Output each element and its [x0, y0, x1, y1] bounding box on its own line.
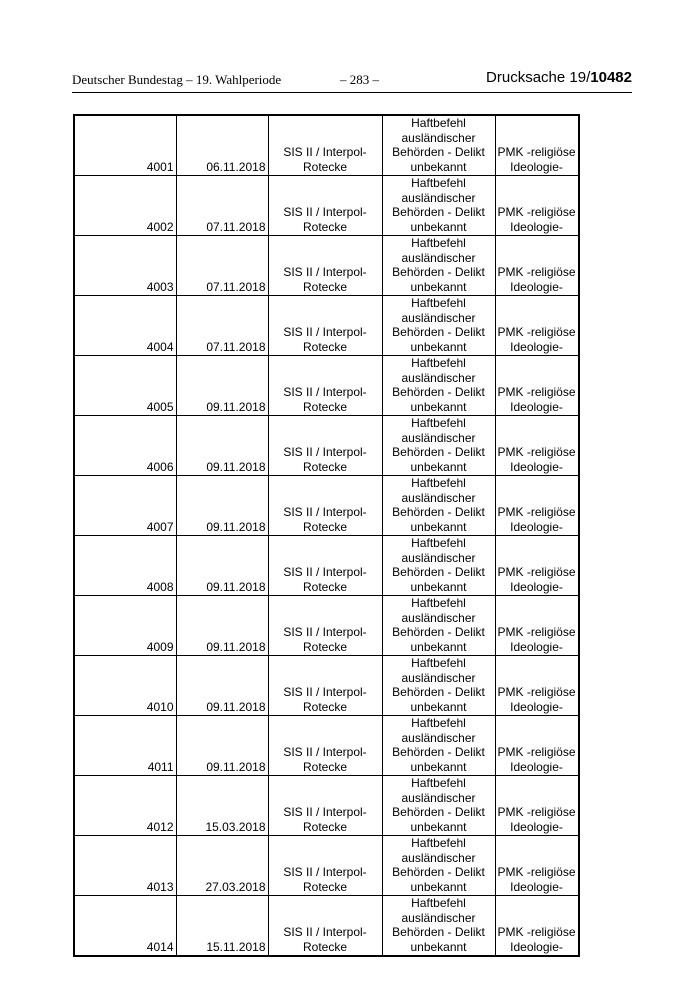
table-row: [74, 476, 579, 536]
table-row: [74, 236, 579, 296]
cell-source: [268, 716, 382, 776]
cell-type-line: Haftbefehl: [411, 176, 466, 190]
cell-type: [382, 416, 495, 476]
cell-source-line: Rotecke: [302, 399, 348, 414]
cell-category-line: PMK -religiöse: [497, 205, 576, 219]
cell-type-line: unbekannt: [410, 639, 467, 654]
cell-date: 06.11.2018: [176, 115, 268, 176]
cell-source-line: SIS II / Interpol-: [283, 745, 367, 759]
cell-source-line: SIS II / Interpol-: [283, 625, 367, 639]
cell-category: [495, 656, 579, 716]
cell-type: [382, 115, 495, 176]
cell-source-line: Rotecke: [302, 699, 348, 714]
cell-type-line: ausländischer: [401, 130, 476, 145]
cell-type-line: Behörden - Delikt: [392, 325, 485, 339]
cell-number: 4006: [74, 416, 176, 476]
cell-category: [495, 836, 579, 896]
cell-type: [382, 656, 495, 716]
table-row: [74, 776, 579, 836]
cell-source: [268, 596, 382, 656]
cell-type-line: ausländischer: [401, 790, 476, 805]
cell-number: 4005: [74, 356, 176, 416]
cell-date: 27.03.2018: [176, 836, 268, 896]
cell-source-line: Rotecke: [302, 579, 348, 594]
cell-type-line: unbekannt: [410, 759, 467, 774]
cell-date: 15.11.2018: [176, 896, 268, 957]
data-table: [73, 114, 580, 957]
cell-type-line: Haftbefehl: [411, 356, 466, 370]
cell-category: [495, 176, 579, 236]
table-row: [74, 416, 579, 476]
cell-category-line: PMK -religiöse: [497, 925, 576, 939]
cell-category-line: PMK -religiöse: [497, 565, 576, 579]
table-body: [74, 115, 579, 956]
cell-type-line: Behörden - Delikt: [392, 745, 485, 759]
cell-type-line: unbekannt: [410, 399, 467, 414]
cell-category: [495, 536, 579, 596]
cell-source-line: SIS II / Interpol-: [283, 865, 367, 879]
cell-category-line: PMK -religiöse: [497, 445, 576, 459]
cell-date: 09.11.2018: [176, 476, 268, 536]
cell-number: 4014: [74, 896, 176, 957]
cell-source: [268, 536, 382, 596]
cell-source-line: Rotecke: [302, 339, 348, 354]
table-row: [74, 536, 579, 596]
cell-category: [495, 476, 579, 536]
cell-type-line: unbekannt: [410, 459, 467, 474]
cell-category-line: Ideologie-: [510, 579, 563, 594]
cell-category-line: Ideologie-: [510, 399, 563, 414]
cell-category-line: PMK -religiöse: [497, 325, 576, 339]
cell-number: 4003: [74, 236, 176, 296]
cell-type-line: Haftbefehl: [411, 716, 466, 730]
document-number-bold: 10482: [590, 69, 632, 86]
cell-source-line: Rotecke: [302, 939, 348, 954]
cell-number: 4010: [74, 656, 176, 716]
cell-type-line: ausländischer: [401, 550, 476, 565]
cell-source: [268, 236, 382, 296]
cell-category-line: Ideologie-: [510, 699, 563, 714]
cell-type-line: ausländischer: [401, 610, 476, 625]
cell-type-line: Haftbefehl: [411, 536, 466, 550]
cell-category: [495, 296, 579, 356]
cell-date: 09.11.2018: [176, 536, 268, 596]
cell-source-line: SIS II / Interpol-: [283, 385, 367, 399]
document-number: [486, 69, 632, 86]
cell-type-line: unbekannt: [410, 159, 467, 174]
cell-date: 09.11.2018: [176, 416, 268, 476]
cell-source: [268, 476, 382, 536]
page-number: – 283 –: [340, 72, 379, 87]
cell-type-line: unbekannt: [410, 219, 467, 234]
cell-category: [495, 776, 579, 836]
cell-category-line: PMK -religiöse: [497, 265, 576, 279]
cell-type-line: ausländischer: [401, 310, 476, 325]
cell-category-line: PMK -religiöse: [497, 745, 576, 759]
cell-type-line: Behörden - Delikt: [392, 925, 485, 939]
cell-type-line: unbekannt: [410, 699, 467, 714]
cell-source: [268, 356, 382, 416]
cell-type-line: Behörden - Delikt: [392, 205, 485, 219]
table-row: [74, 656, 579, 716]
cell-source-line: SIS II / Interpol-: [283, 565, 367, 579]
cell-number: 4002: [74, 176, 176, 236]
cell-source-line: SIS II / Interpol-: [283, 805, 367, 819]
cell-type-line: Haftbefehl: [411, 656, 466, 670]
cell-source-line: SIS II / Interpol-: [283, 505, 367, 519]
cell-type-line: Haftbefehl: [411, 776, 466, 790]
cell-category-line: Ideologie-: [510, 279, 563, 294]
cell-source: [268, 656, 382, 716]
cell-source-line: Rotecke: [302, 759, 348, 774]
cell-category-line: Ideologie-: [510, 639, 563, 654]
cell-source-line: Rotecke: [302, 879, 348, 894]
cell-type: [382, 896, 495, 957]
cell-type-line: ausländischer: [401, 730, 476, 745]
cell-source-line: SIS II / Interpol-: [283, 265, 367, 279]
cell-category-line: Ideologie-: [510, 519, 563, 534]
cell-number: 4013: [74, 836, 176, 896]
cell-type-line: unbekannt: [410, 279, 467, 294]
cell-type-line: unbekannt: [410, 579, 467, 594]
cell-date: 07.11.2018: [176, 296, 268, 356]
cell-number: 4011: [74, 716, 176, 776]
cell-type-line: Behörden - Delikt: [392, 685, 485, 699]
cell-type-line: Behörden - Delikt: [392, 385, 485, 399]
cell-type-line: Haftbefehl: [411, 596, 466, 610]
cell-category: [495, 896, 579, 957]
cell-type-line: Behörden - Delikt: [392, 865, 485, 879]
cell-source-line: Rotecke: [302, 459, 348, 474]
cell-source-line: Rotecke: [302, 639, 348, 654]
cell-type: [382, 776, 495, 836]
cell-source-line: SIS II / Interpol-: [283, 925, 367, 939]
cell-source-line: SIS II / Interpol-: [283, 145, 367, 159]
cell-number: 4004: [74, 296, 176, 356]
cell-date: 09.11.2018: [176, 356, 268, 416]
cell-type-line: unbekannt: [410, 819, 467, 834]
cell-category-line: Ideologie-: [510, 219, 563, 234]
cell-type-line: unbekannt: [410, 879, 467, 894]
cell-source: [268, 776, 382, 836]
cell-type-line: unbekannt: [410, 519, 467, 534]
cell-category-line: PMK -religiöse: [497, 505, 576, 519]
cell-type: [382, 536, 495, 596]
page-header: [72, 70, 632, 93]
cell-type-line: Haftbefehl: [411, 836, 466, 850]
table-row: [74, 716, 579, 776]
cell-source-line: Rotecke: [302, 219, 348, 234]
cell-type-line: ausländischer: [401, 850, 476, 865]
cell-number: 4009: [74, 596, 176, 656]
cell-date: 15.03.2018: [176, 776, 268, 836]
cell-type-line: Behörden - Delikt: [392, 565, 485, 579]
cell-number: 4008: [74, 536, 176, 596]
cell-category-line: Ideologie-: [510, 459, 563, 474]
cell-date: 09.11.2018: [176, 596, 268, 656]
cell-type-line: Behörden - Delikt: [392, 265, 485, 279]
cell-source-line: SIS II / Interpol-: [283, 445, 367, 459]
cell-category: [495, 115, 579, 176]
cell-type-line: ausländischer: [401, 910, 476, 925]
cell-type: [382, 596, 495, 656]
cell-category-line: PMK -religiöse: [497, 865, 576, 879]
cell-type-line: Behörden - Delikt: [392, 625, 485, 639]
cell-date: 07.11.2018: [176, 176, 268, 236]
cell-source: [268, 416, 382, 476]
cell-date: 09.11.2018: [176, 656, 268, 716]
cell-type-line: Haftbefehl: [411, 236, 466, 250]
cell-category-line: Ideologie-: [510, 339, 563, 354]
cell-type-line: unbekannt: [410, 339, 467, 354]
cell-category-line: Ideologie-: [510, 939, 563, 954]
table-row: [74, 896, 579, 957]
cell-type-line: ausländischer: [401, 670, 476, 685]
cell-type-line: ausländischer: [401, 370, 476, 385]
cell-category: [495, 416, 579, 476]
cell-type-line: Haftbefehl: [411, 296, 466, 310]
cell-type-line: Behörden - Delikt: [392, 805, 485, 819]
cell-type-line: Behörden - Delikt: [392, 145, 485, 159]
cell-type-line: Haftbefehl: [411, 476, 466, 490]
table-row: [74, 176, 579, 236]
cell-source: [268, 836, 382, 896]
cell-number: 4001: [74, 115, 176, 176]
cell-number: 4012: [74, 776, 176, 836]
cell-type-line: Haftbefehl: [411, 416, 466, 430]
cell-category-line: PMK -religiöse: [497, 685, 576, 699]
cell-type-line: ausländischer: [401, 430, 476, 445]
cell-category-line: PMK -religiöse: [497, 385, 576, 399]
cell-number: 4007: [74, 476, 176, 536]
cell-category-line: Ideologie-: [510, 759, 563, 774]
document-number-regular: 19/: [569, 69, 591, 86]
cell-source-line: Rotecke: [302, 519, 348, 534]
cell-type-line: Haftbefehl: [411, 116, 466, 130]
cell-source-line: Rotecke: [302, 279, 348, 294]
cell-category: [495, 356, 579, 416]
cell-source-line: SIS II / Interpol-: [283, 685, 367, 699]
table-row: [74, 836, 579, 896]
cell-source-line: SIS II / Interpol-: [283, 205, 367, 219]
cell-source-line: Rotecke: [302, 819, 348, 834]
cell-type-line: ausländischer: [401, 250, 476, 265]
cell-category-line: PMK -religiöse: [497, 805, 576, 819]
cell-category: [495, 596, 579, 656]
cell-source-line: SIS II / Interpol-: [283, 325, 367, 339]
table-row: [74, 596, 579, 656]
table-row: [74, 115, 579, 176]
cell-type-line: Haftbefehl: [411, 896, 466, 910]
cell-type: [382, 356, 495, 416]
cell-category: [495, 236, 579, 296]
cell-category-line: Ideologie-: [510, 159, 563, 174]
cell-type: [382, 296, 495, 356]
cell-type: [382, 716, 495, 776]
cell-source: [268, 115, 382, 176]
cell-type: [382, 236, 495, 296]
cell-type: [382, 176, 495, 236]
cell-source: [268, 176, 382, 236]
cell-source: [268, 296, 382, 356]
cell-category-line: PMK -religiöse: [497, 145, 576, 159]
cell-type-line: Behörden - Delikt: [392, 445, 485, 459]
document-number-prefix: Drucksache: [486, 69, 570, 86]
cell-type-line: ausländischer: [401, 190, 476, 205]
cell-type: [382, 476, 495, 536]
cell-date: 07.11.2018: [176, 236, 268, 296]
cell-category-line: PMK -religiöse: [497, 625, 576, 639]
cell-source-line: Rotecke: [302, 159, 348, 174]
cell-date: 09.11.2018: [176, 716, 268, 776]
cell-source: [268, 896, 382, 957]
cell-type: [382, 836, 495, 896]
cell-category: [495, 716, 579, 776]
cell-type-line: unbekannt: [410, 939, 467, 954]
cell-type-line: ausländischer: [401, 490, 476, 505]
table-row: [74, 356, 579, 416]
cell-type-line: Behörden - Delikt: [392, 505, 485, 519]
header-publication: Deutscher Bundestag – 19. Wahlperiode: [72, 72, 282, 87]
cell-category-line: Ideologie-: [510, 819, 563, 834]
table-row: [74, 296, 579, 356]
cell-category-line: Ideologie-: [510, 879, 563, 894]
